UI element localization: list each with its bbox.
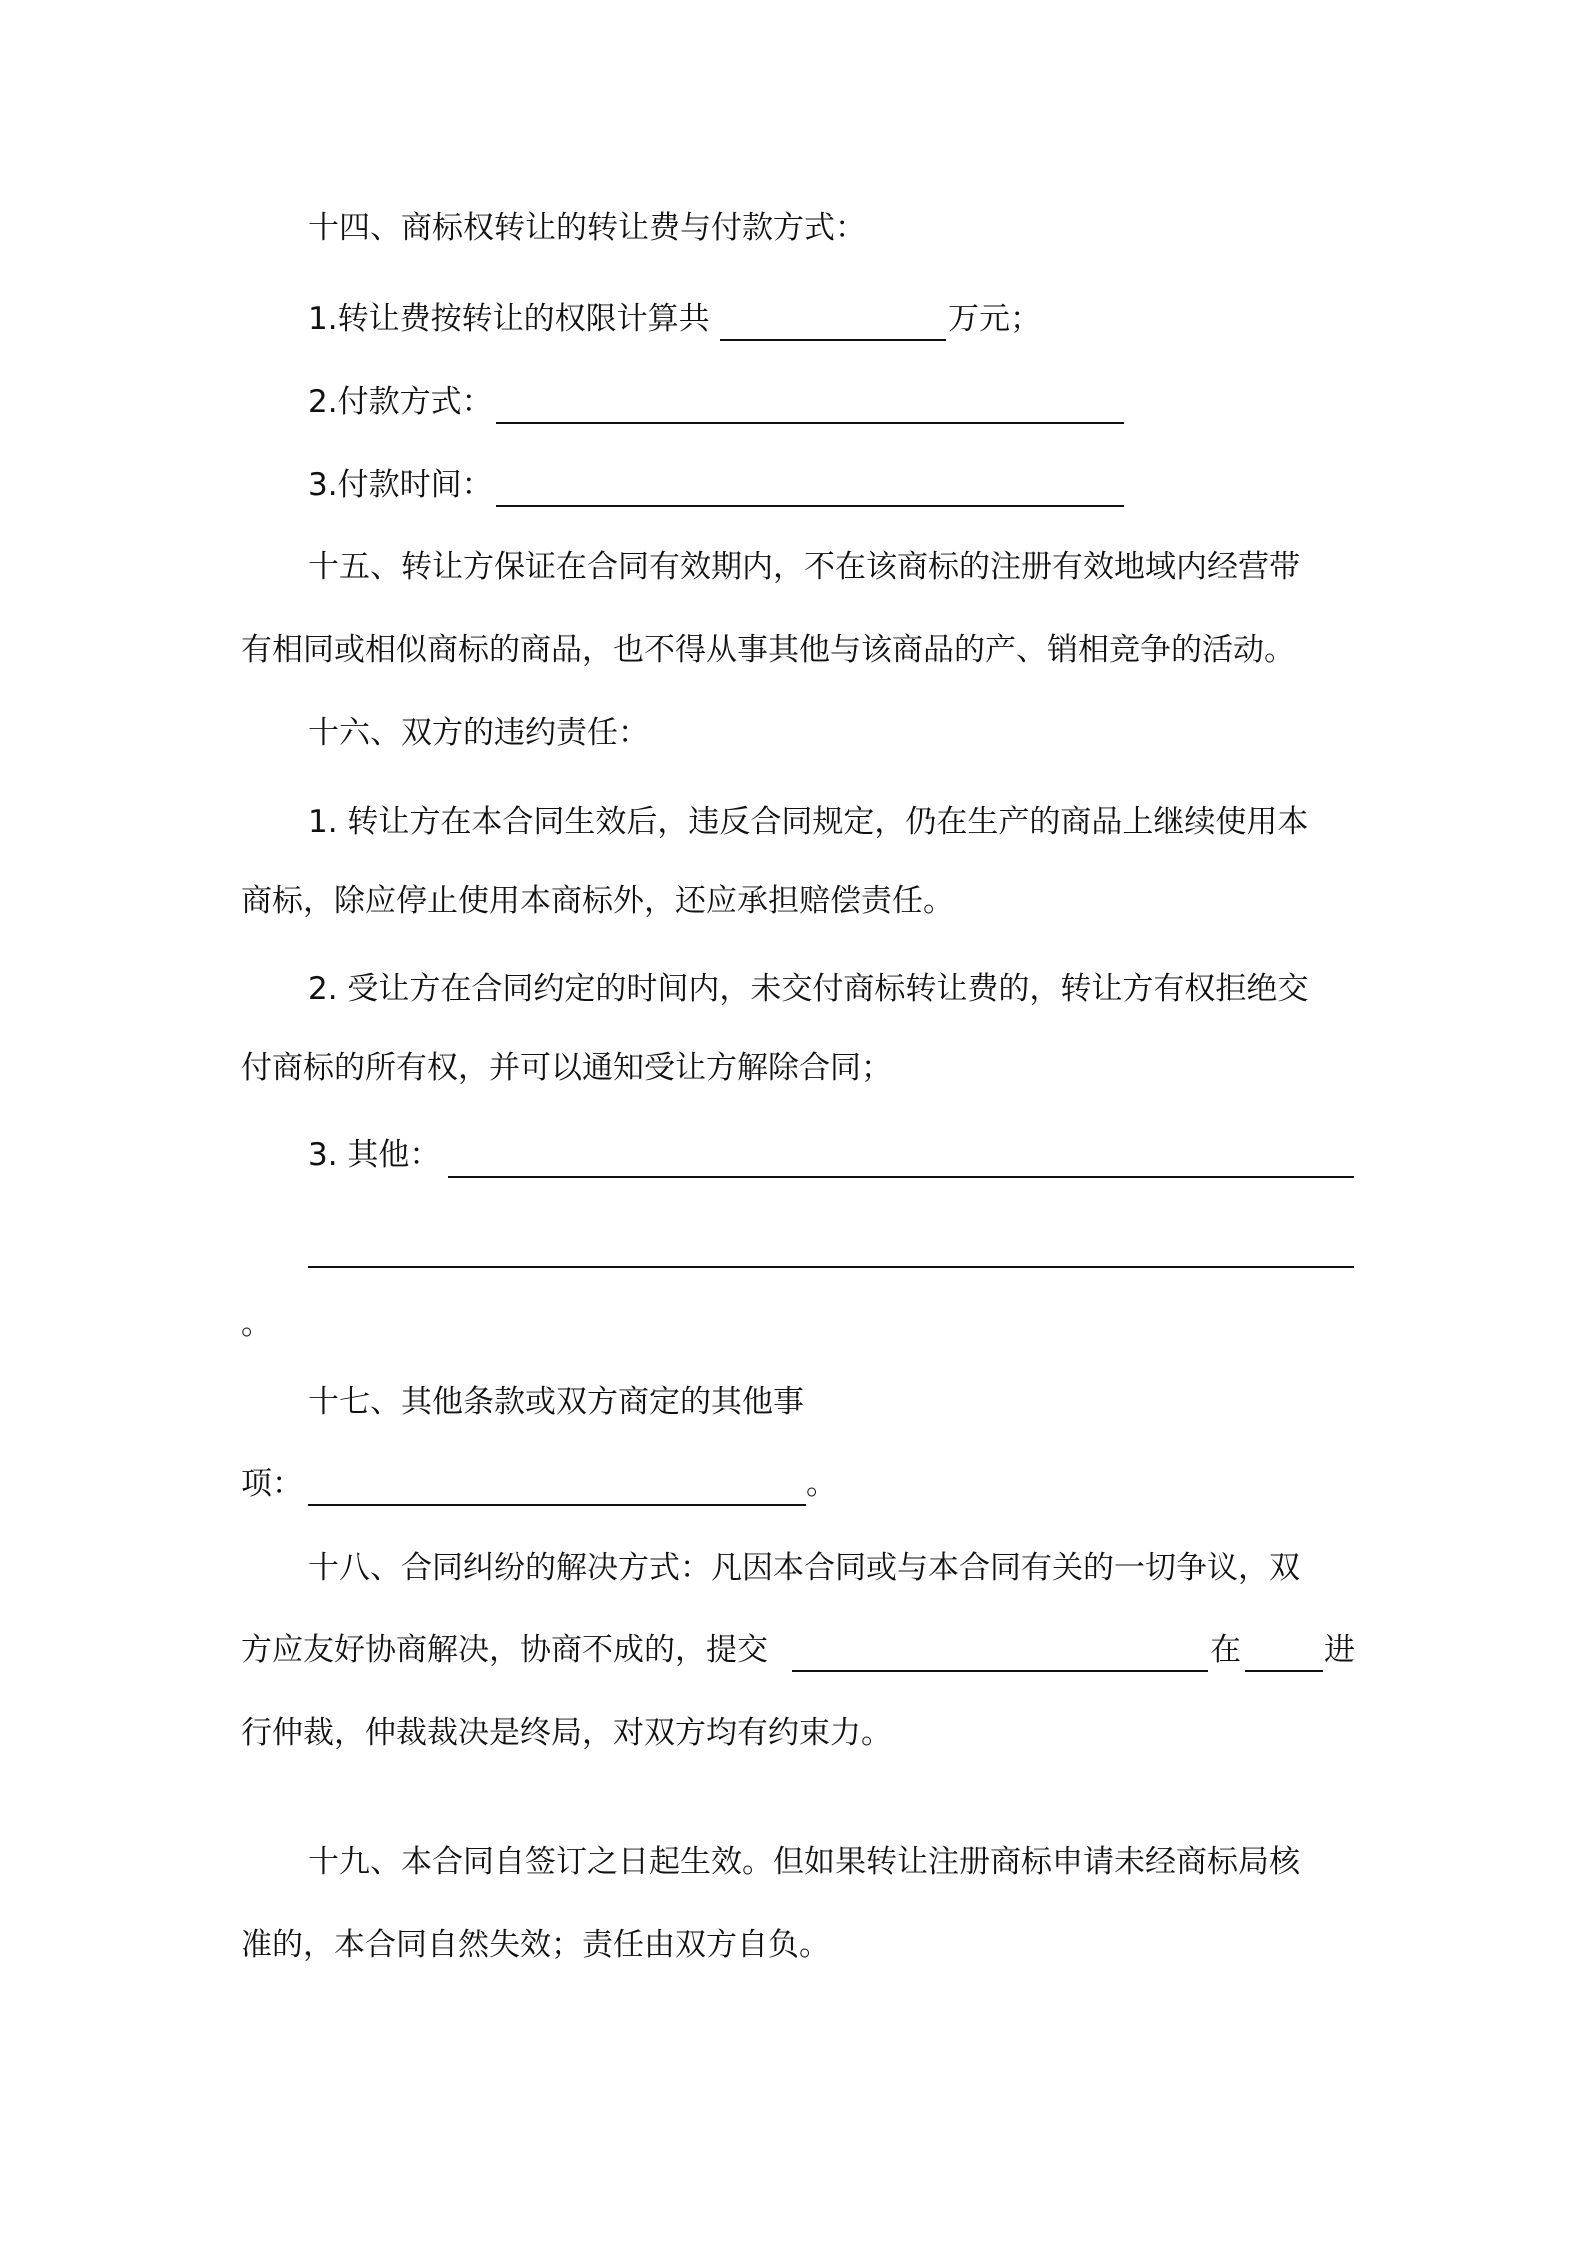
section-17-line-1: 十七、其他条款或双方商定的其他事 xyxy=(308,1384,804,1420)
payment-time-blank[interactable] xyxy=(496,505,1124,507)
section-18-line-2-end: 进 xyxy=(1324,1632,1355,1668)
section-16-item-3-label: 3. 其他： xyxy=(308,1137,441,1173)
fee-clause-text: 1.转让费按转让的权限计算共 xyxy=(308,301,710,337)
section-18-line-3: 行仲裁，仲裁裁决是终局，对双方均有约束力。 xyxy=(241,1715,892,1751)
section-14-heading: 十四、商标权转让的转让费与付款方式： xyxy=(308,210,866,246)
other-terms-blank-1[interactable] xyxy=(448,1176,1354,1178)
section-16-item-2-line-1: 2. 受让方在合同约定的时间内，未交付商标转让费的，转让方有权拒绝交 xyxy=(308,971,1309,1007)
other-matters-blank[interactable] xyxy=(308,1504,806,1506)
section-15-line-2: 有相同或相似商标的商品，也不得从事其他与该商品的产、销相竞争的活动。 xyxy=(241,632,1295,668)
section-18-line-1: 十八、合同纠纷的解决方式：凡因本合同或与本合同有关的一切争议，双 xyxy=(308,1550,1300,1586)
section-16-heading: 十六、双方的违约责任： xyxy=(308,715,649,751)
arbitration-body-blank[interactable] xyxy=(792,1670,1208,1672)
payment-method-blank[interactable] xyxy=(496,422,1124,424)
payment-method-label: 2.付款方式： xyxy=(308,384,493,420)
section-17-line-2-label: 项： xyxy=(241,1466,303,1502)
section-15-line-1: 十五、转让方保证在合同有效期内，不在该商标的注册有效地域内经营带 xyxy=(308,549,1300,585)
payment-time-label: 3.付款时间： xyxy=(308,467,493,503)
section-16-end-mark: 。 xyxy=(241,1306,272,1342)
section-18-line-2-text: 方应友好协商解决，协商不成的，提交 xyxy=(241,1632,768,1668)
arbitration-place-blank[interactable] xyxy=(1245,1670,1323,1672)
fee-amount-blank[interactable] xyxy=(720,339,946,341)
section-17-end-mark: 。 xyxy=(806,1466,837,1502)
section-16-item-1-line-2: 商标，除应停止使用本商标外，还应承担赔偿责任。 xyxy=(241,883,954,919)
section-19-line-2: 准的，本合同自然失效；责任由双方自负。 xyxy=(241,1927,830,1963)
other-terms-blank-2[interactable] xyxy=(308,1266,1354,1268)
section-16-item-2-line-2: 付商标的所有权，并可以通知受让方解除合同； xyxy=(241,1050,892,1086)
section-19-line-1: 十九、本合同自签订之日起生效。但如果转让注册商标申请未经商标局核 xyxy=(308,1844,1300,1880)
fee-clause-unit: 万元； xyxy=(948,301,1041,337)
section-16-item-1-line-1: 1. 转让方在本合同生效后，违反合同规定，仍在生产的商品上继续使用本 xyxy=(308,804,1309,840)
section-18-line-2-at: 在 xyxy=(1210,1632,1241,1668)
